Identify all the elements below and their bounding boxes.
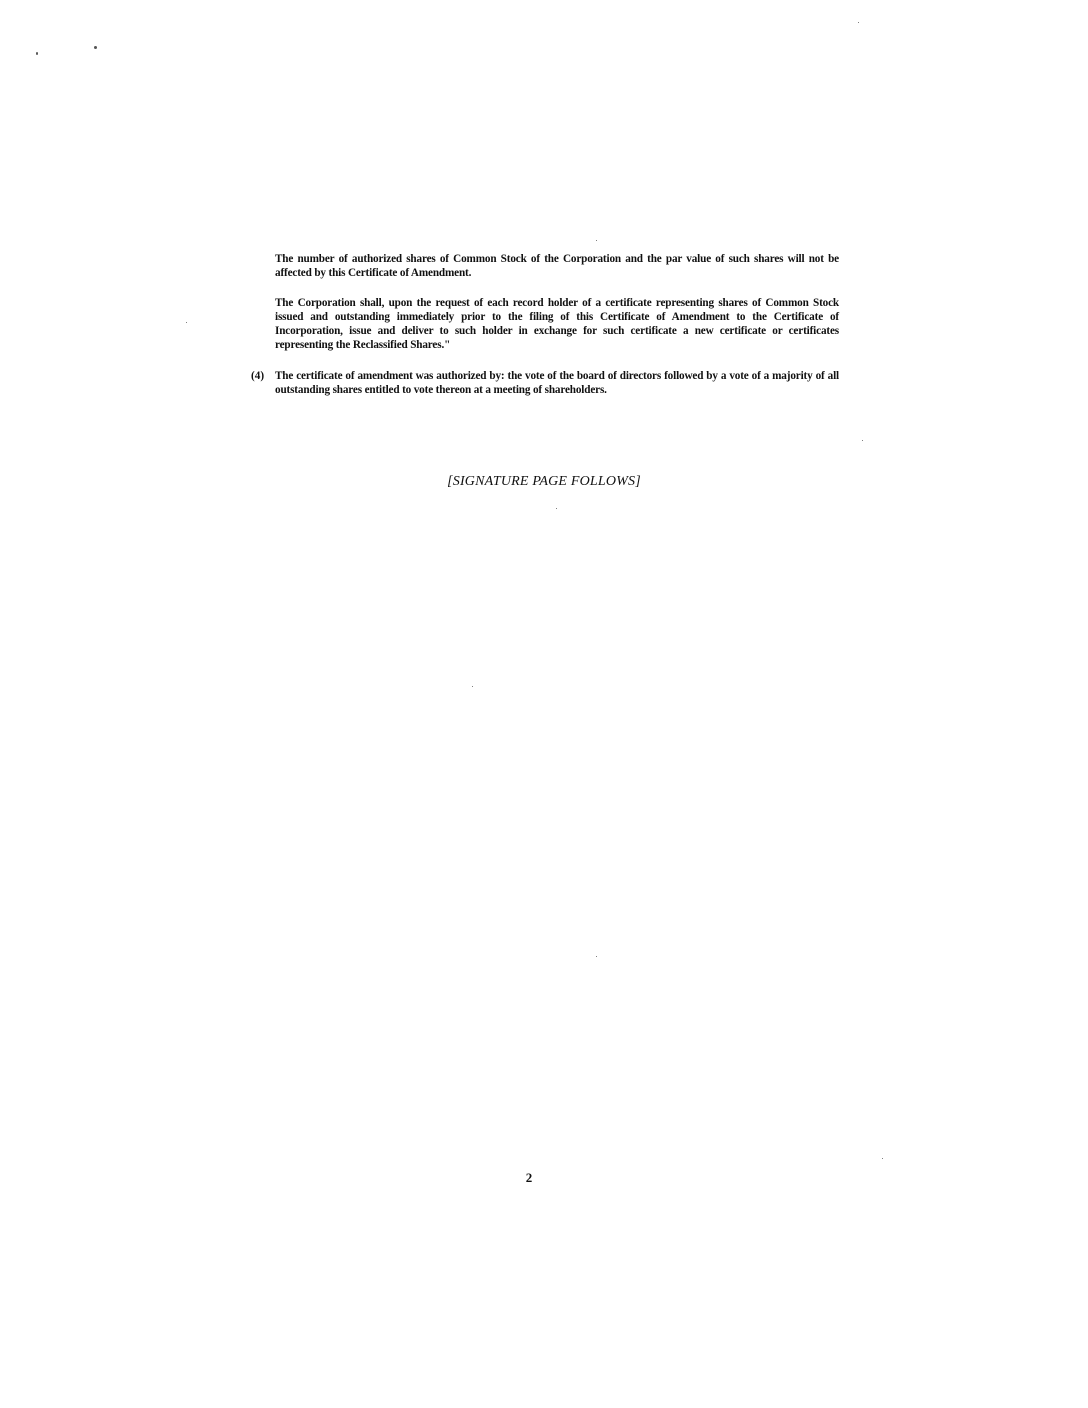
paragraph-authorized-shares: The number of authorized shares of Common Stock of the Corporation and the par value of such shares will not be affected by this Certificate of Amendment. — [275, 253, 839, 279]
page-number: 2 — [525, 1170, 533, 1185]
scan-speck — [596, 240, 597, 241]
numbered-item-4 — [251, 369, 839, 397]
item-number: (4) — [251, 370, 265, 382]
document-body — [251, 252, 839, 414]
scan-speck — [596, 956, 597, 957]
scan-speck — [94, 46, 97, 49]
paragraph-authorization: The certificate of amendment was authorized by: the vote of the board of directors followed by a vote of a majority of all outstanding shares entitled to vote thereon at a meeting of shareholders. — [275, 370, 839, 396]
scan-speck — [36, 52, 38, 55]
scan-speck — [556, 508, 557, 509]
paragraph-certificate-exchange: The Corporation shall, upon the request of each record holder of a certificate representing shares of Common Stock issued and outstanding immediately prior to the filing of this Certificate of Amendment to the Certificate of Incorporation, issue and deliver to such holder in exchange for such certificate a new certificate or certificates representing the Reclassified Shares." — [275, 297, 839, 351]
scan-speck — [472, 686, 473, 687]
scan-speck — [186, 322, 187, 323]
scan-speck — [858, 22, 859, 23]
scan-speck — [882, 1158, 883, 1159]
signature-page-note: [SIGNATURE PAGE FOLLOWS] — [447, 474, 641, 489]
scan-speck — [862, 440, 863, 441]
